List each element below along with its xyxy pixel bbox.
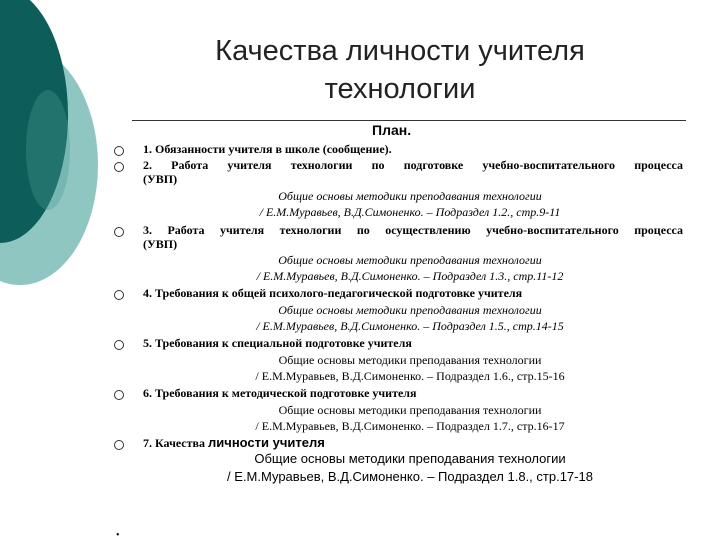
reference-book: Общие основы методики преподавания технологии <box>278 303 542 317</box>
item-text: 5. Требования к специальной подготовке учителя <box>143 336 412 350</box>
reference <box>140 188 680 220</box>
item-text: 7. Качества <box>143 436 206 450</box>
list-item <box>143 158 683 186</box>
hollow-circle-bullet-icon <box>114 440 124 450</box>
title-line-2: технологии <box>324 73 476 105</box>
plan-heading: План. <box>372 122 412 138</box>
reference-book: Общие основы методики преподавания технологии <box>278 403 542 417</box>
title-line-1: Качества личности учителя <box>215 35 585 67</box>
list-item <box>143 436 683 450</box>
hollow-circle-bullet-icon <box>114 290 124 300</box>
item-text: 3. Работа учителя технологии по осуществлению учебно-воспитательного процесса <box>143 223 683 237</box>
item-text: 1. Обязанности учителя в школе (сообщение). <box>143 142 392 156</box>
reference <box>140 402 680 434</box>
hollow-circle-bullet-icon <box>114 390 124 400</box>
reference <box>140 252 680 284</box>
reference <box>140 352 680 384</box>
hollow-circle-bullet-icon <box>114 227 124 237</box>
hollow-circle-bullet-icon <box>114 146 124 156</box>
small-dot-bullet-icon: • <box>116 530 120 541</box>
reference <box>140 302 680 334</box>
item-text: 2. Работа учителя технологии по подготовке учебно-воспитательного процесса <box>143 158 683 172</box>
reference-book: Общие основы методики преподавания технологии <box>278 353 542 367</box>
item-text: 4. Требования к общей психолого-педагогической подготовке учителя <box>143 286 523 300</box>
item-text: 6. Требования к методической подготовке учителя <box>143 386 417 400</box>
reference-book: Общие основы методики преподавания технологии <box>254 451 566 466</box>
slide-title <box>150 32 650 108</box>
list-item <box>143 286 683 300</box>
item-text-cont: (УВП) <box>143 237 178 251</box>
reference-authors: / Е.М.Муравьев, В.Д.Симоненко. – Подраздел 1.2., стр.9-11 <box>259 205 561 219</box>
title-divider <box>132 120 686 121</box>
reference-authors: / Е.М.Муравьев, В.Д.Симоненко. – Подраздел 1.6., стр.15-16 <box>255 369 565 383</box>
item-text-emphasis: личности учителя <box>208 435 325 450</box>
reference-book: Общие основы методики преподавания технологии <box>278 189 542 203</box>
reference-authors: / Е.М.Муравьев, В.Д.Симоненко. – Подраздел 1.7., стр.16-17 <box>255 419 565 433</box>
list-item <box>143 386 683 400</box>
hollow-circle-bullet-icon <box>114 162 124 172</box>
item-text-cont: (УВП) <box>143 172 178 186</box>
reference-book: Общие основы методики преподавания технологии <box>278 253 542 267</box>
reference-authors: / Е.М.Муравьев, В.Д.Симоненко. – Подраздел 1.5., стр.14-15 <box>256 319 564 333</box>
decorative-teal-shapes <box>0 0 130 300</box>
reference-authors: / Е.М.Муравьев, В.Д.Симоненко. – Подраздел 1.8., стр.17-18 <box>227 469 593 484</box>
list-item <box>143 223 683 251</box>
reference <box>140 450 680 486</box>
reference-authors: / Е.М.Муравьев, В.Д.Симоненко. – Подраздел 1.3., стр.11-12 <box>256 269 564 283</box>
list-item <box>143 336 683 350</box>
list-item <box>143 142 683 156</box>
hollow-circle-bullet-icon <box>114 340 124 350</box>
